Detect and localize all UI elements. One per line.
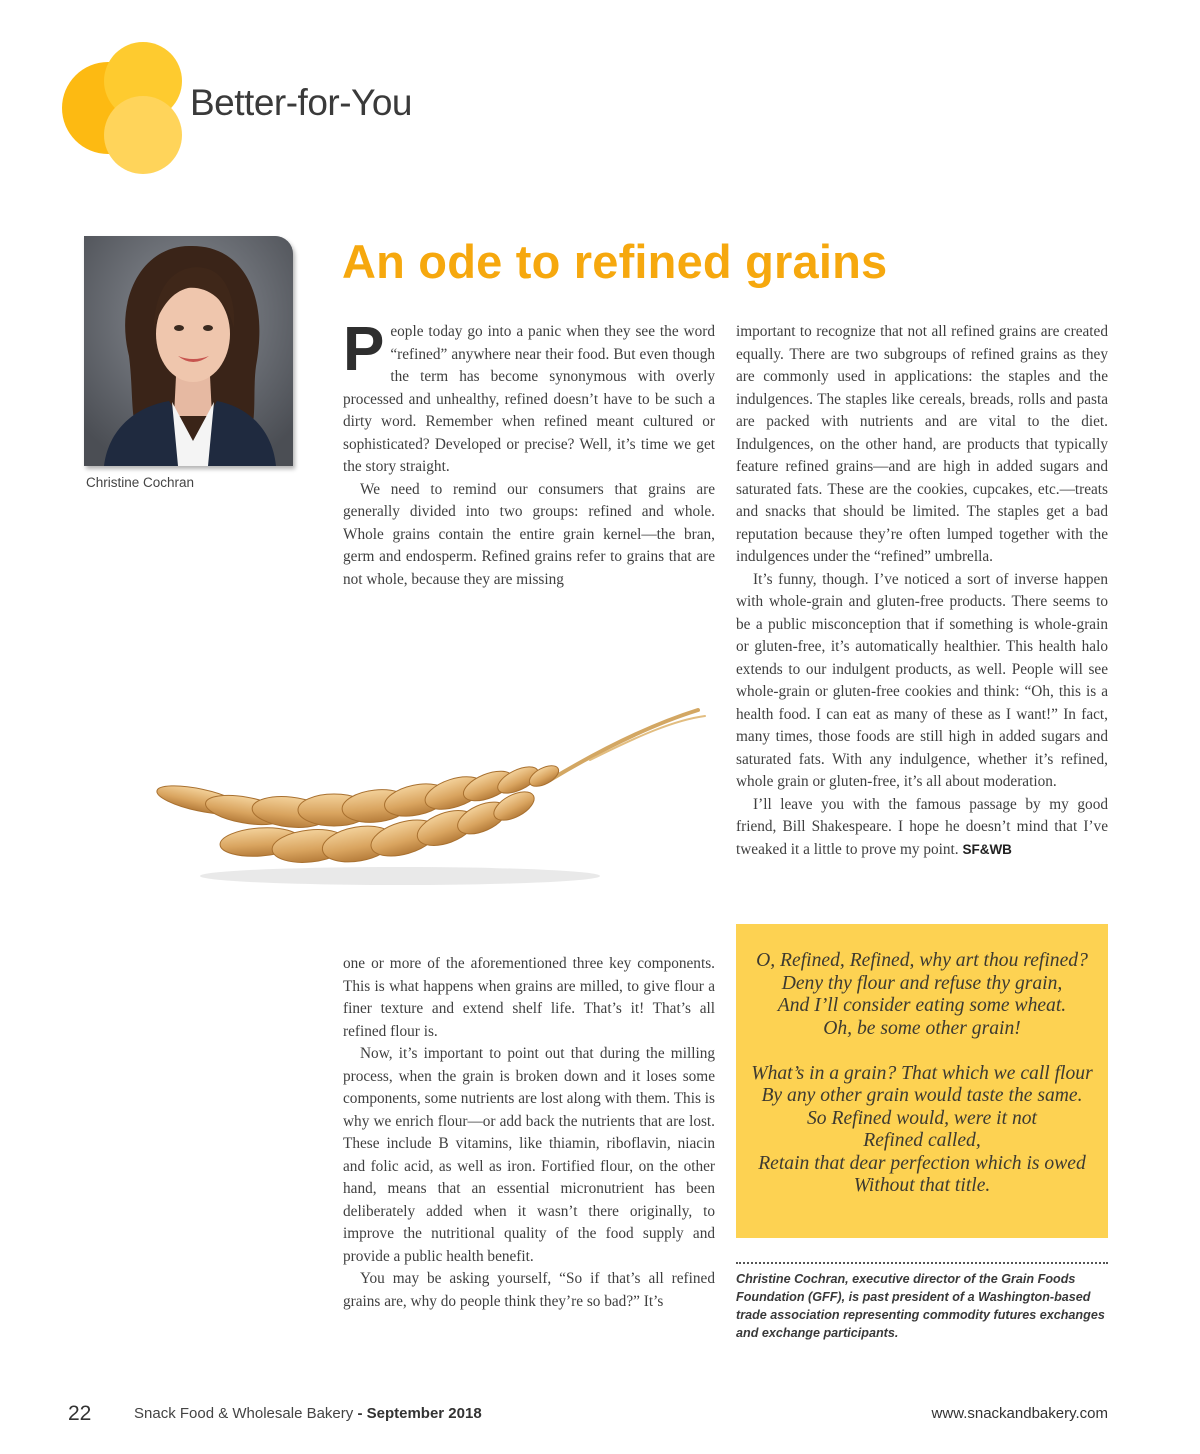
bio-divider [736,1262,1108,1264]
poem-line: Deny thy flour and refuse thy grain, [781,972,1063,994]
page-number: 22 [68,1402,92,1425]
paragraph: It’s funny, though. I’ve noticed a sort of inverse happen with whole-grain and gluten-free products. There seems to be a public misconception that if something is whole-grain or gluten-free, it’s automatically healthier. This health halo extends to our indulgent products, as well. People will see whole-grain or gluten-free cookies and think: “Oh, this is a health food. I can eat as many of these as I want!” In fact, many times, those foods are still high in added sugars and saturated fats. With any indulgence, whether it’s refined, whole grain or gluten-free, it’s all about moderation. [736,570,1108,790]
poem-line: Retain that dear perfection which is owed [758,1152,1086,1174]
paragraph [736,794,1108,862]
author-photo [84,236,293,466]
author-portrait-illustration [84,236,293,466]
paragraph-text: I’ll leave you with the famous passage by my good friend, Bill Shakespeare. I hope he doesn’t mind that I’ve tweaked it a little to prove my point. [736,795,1108,858]
article-column-1-bottom [343,953,715,1313]
paragraph: You may be asking yourself, “So if that’s all refined grains are, why do people think they’re so bad?” It’s [343,1270,715,1310]
poem-line: O, Refined, Refined, why art thou refined? [756,950,1088,971]
header-circle-light [104,96,182,174]
wheat-ear-illustration [120,700,710,900]
poem-line: So Refined would, were it not [806,1107,1038,1129]
website-link[interactable]: www.snackandbakery.com [931,1405,1108,1422]
publication-info [134,1405,482,1422]
paragraph-text: eople today go into a panic when they see the word “refined” anywhere near their food. But even though the term has become synonymous with overly processed and unhealthy, refined doesn’t have to be such a dirty word. Remember when refined meant cultured or sophisticated? Developed or precise? Well, it’s time we get the story straight. [343,323,715,475]
poem-line: Without that title. [853,1175,991,1196]
poem-line: Refined called, [863,1130,981,1151]
poem-line: And I’ll consider eating some wheat. [777,995,1067,1016]
poem [736,950,1108,1198]
poem-line: By any other grain would taste the same. [761,1085,1083,1106]
wheat-icon [120,700,710,900]
issue-date: - September 2018 [353,1405,482,1422]
paragraph: one or more of the aforementioned three key components. This is what happens when grains are milled, to give flour a finer texture and extend shelf life. That’s it! That’s all refined flour is. [343,955,715,1040]
section-title: Better-for-You [190,82,412,123]
article-headline: An ode to refined grains [342,235,888,288]
article-column-2 [736,321,1108,861]
drop-cap: P [343,321,385,384]
author-bio: Christine Cochran, executive director of the Grain Foods Foundation (GFF), is past president of a Washington-based trade association representing commodity futures exchanges and exchange participants. [736,1272,1105,1340]
poem-line: Oh, be some other grain! [823,1017,1021,1039]
poem-box [736,924,1108,1238]
paragraph: We need to remind our consumers that grains are generally divided into two groups: refined and whole. Whole grains contain the entire grain kernel—the bran, germ and endosperm. Refined grains refer to grains that are not whole, because they are missing [343,480,715,588]
poem-line: What’s in a grain? That which we call flour [751,1062,1093,1084]
stanza-gap [736,1040,1108,1063]
paragraph: important to recognize that not all refined grains are created equally. There are two subgroups of refined grains as they are commonly used in applications: the staples and the indulgences. The staples like cereals, breads, rolls and pasta are packed with nutrients and are vital to the diet. Indulgences, on the other hand, are products that typically feature refined grains—and are high in added sugars and saturated fats. These are the cookies, cupcakes, etc.—treats and snacks that should be limited. The staples get a bad reputation because they’re often lumped together with the indulgences under the “refined” umbrella. [736,323,1108,565]
paragraph [343,321,715,479]
photo-caption: Christine Cochran [86,475,195,490]
signoff: SF&WB [962,841,1012,857]
publication-name: Snack Food & Wholesale Bakery [134,1405,354,1422]
article-column-1-top [343,321,715,593]
paragraph: Now, it’s important to point out that during the milling process, when the grain is broken down and it loses some components, some nutrients are lost along with them. This is why we enrich flour—or add back the nutrients that are lost. These include B vitamins, like thiamin, riboflavin, niacin and folic acid, as well as iron. Fortified flour, on the other hand, means that an essential micronutrient has been deliberately added when it wasn’t there originally, to improve the nutritional quality of the food supply and provide a public health benefit. [343,1045,715,1265]
